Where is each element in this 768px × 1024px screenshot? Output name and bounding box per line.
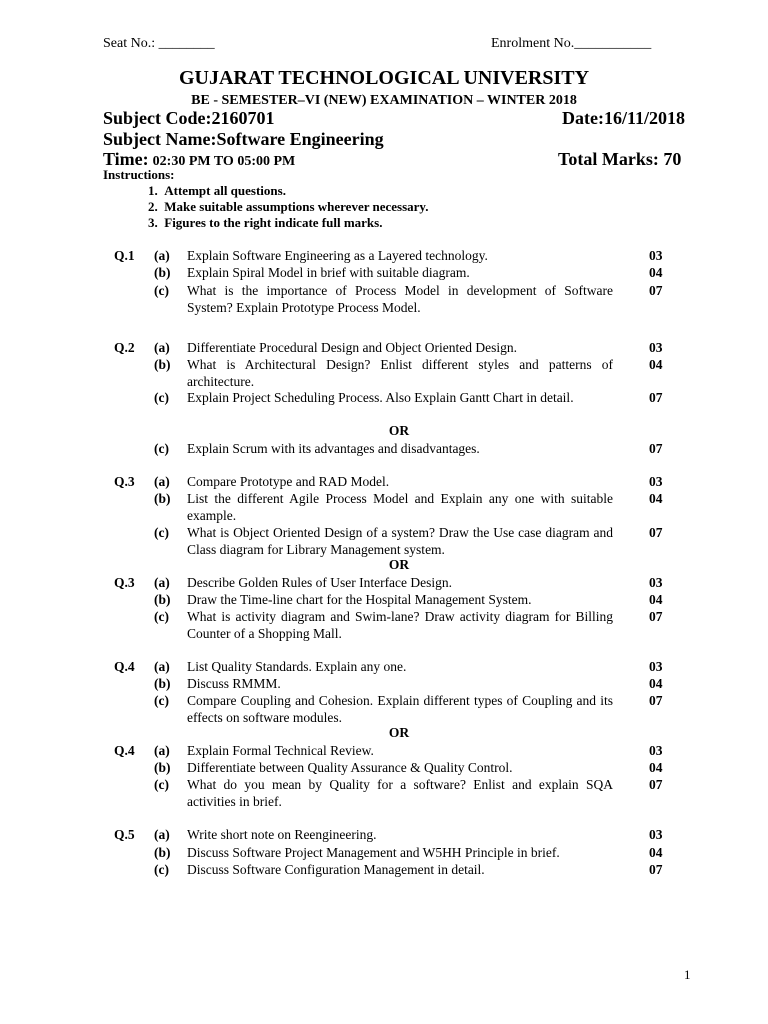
question-text: List the different Agile Process Model and Explain any one with suitable example. [187, 491, 613, 523]
question-text: Discuss RMMM. [187, 676, 281, 691]
sub-label: (c) [154, 525, 169, 540]
question-text: Explain Spiral Model in brief with suitable diagram. [187, 265, 470, 280]
sub-label: (b) [154, 357, 171, 372]
marks: 04 [649, 357, 663, 372]
marks: 07 [649, 693, 663, 708]
question-text: What is activity diagram and Swim-lane? Draw activity diagram for Billing Counter of a Shopping Mall. [187, 609, 613, 641]
or-separator: OR [388, 557, 410, 572]
exam-date: Date:16/11/2018 [562, 108, 685, 128]
marks: 03 [649, 659, 663, 674]
marks: 03 [649, 827, 663, 842]
marks: 07 [649, 525, 663, 540]
marks: 07 [649, 777, 663, 792]
sub-label: (a) [154, 340, 170, 355]
time-value: 02:30 PM TO 05:00 PM [152, 154, 296, 169]
marks: 04 [649, 676, 663, 691]
subject-name: Subject Name:Software Engineering [103, 129, 384, 149]
instruction-item: 2. Make suitable assumptions wherever necessary. [148, 199, 429, 214]
question-text: Compare Prototype and RAD Model. [187, 474, 390, 489]
sub-label: (b) [154, 845, 171, 860]
question-text: Explain Software Engineering as a Layered technology. [187, 248, 488, 263]
instructions-heading: Instructions: [103, 167, 175, 182]
question-text: Explain Project Scheduling Process. Also Explain Gantt Chart in detail. [187, 390, 574, 405]
marks: 03 [649, 474, 663, 489]
marks: 07 [649, 390, 663, 405]
sub-label: (b) [154, 676, 171, 691]
marks: 03 [649, 743, 663, 758]
sub-label: (a) [154, 575, 170, 590]
question-text: Explain Scrum with its advantages and disadvantages. [187, 441, 480, 456]
question-text: Differentiate Procedural Design and Object Oriented Design. [187, 340, 518, 355]
instruction-item: 1. Attempt all questions. [148, 183, 286, 198]
sub-label: (c) [154, 862, 169, 877]
question-number: Q.5 [114, 827, 135, 842]
question-text: Discuss Software Configuration Management in detail. [187, 862, 485, 877]
sub-label: (b) [154, 592, 171, 607]
sub-label: (a) [154, 827, 170, 842]
question-number: Q.1 [114, 248, 135, 263]
question-text: Write short note on Reengineering. [187, 827, 377, 842]
or-separator: OR [388, 423, 410, 438]
sub-label: (a) [154, 248, 170, 263]
marks: 04 [649, 265, 663, 280]
sub-label: (c) [154, 283, 169, 298]
time-label: Time: [103, 149, 149, 169]
sub-label: (a) [154, 743, 170, 758]
question-text: What is the importance of Process Model in development of Software System? Explain Prototype Process Model. [187, 283, 613, 315]
question-text: Compare Coupling and Cohesion. Explain different types of Coupling and its effects on software modules. [187, 693, 613, 725]
sub-label: (b) [154, 265, 171, 280]
question-number: Q.4 [114, 743, 135, 758]
sub-label: (b) [154, 491, 171, 506]
seat-no: Seat No.: ________ [103, 36, 215, 51]
question-text: Explain Formal Technical Review. [187, 743, 374, 758]
marks: 07 [649, 609, 663, 624]
question-text: What is Architectural Design? Enlist different styles and patterns of architecture. [187, 357, 613, 389]
enrolment-no: Enrolment No.___________ [491, 36, 652, 51]
marks: 03 [649, 340, 663, 355]
page-number: 1 [684, 967, 691, 982]
sub-label: (c) [154, 693, 169, 708]
sub-label: (c) [154, 390, 169, 405]
exam-title: BE - SEMESTER–VI (NEW) EXAMINATION – WINTER 2018 [191, 93, 577, 108]
question-text: What do you mean by Quality for a software? Enlist and explain SQA activities in brief. [187, 777, 613, 809]
instruction-item: 3. Figures to the right indicate full marks. [148, 215, 383, 230]
question-text: Draw the Time-line chart for the Hospital Management System. [187, 592, 532, 607]
marks: 04 [649, 491, 663, 506]
marks: 04 [649, 592, 663, 607]
question-number: Q.3 [114, 474, 135, 489]
sub-label: (a) [154, 659, 170, 674]
sub-label: (a) [154, 474, 170, 489]
university-title: GUJARAT TECHNOLOGICAL UNIVERSITY [178, 67, 590, 89]
marks: 03 [649, 575, 663, 590]
marks: 07 [649, 283, 663, 298]
question-text: Differentiate between Quality Assurance & Quality Control. [187, 760, 513, 775]
subject-code: Subject Code:2160701 [103, 108, 275, 128]
question-text: Describe Golden Rules of User Interface Design. [187, 575, 453, 590]
sub-label: (c) [154, 777, 169, 792]
marks: 04 [649, 760, 663, 775]
sub-label: (c) [154, 441, 169, 456]
marks: 04 [649, 845, 663, 860]
question-text: What is Object Oriented Design of a system? Draw the Use case diagram and Class diagram for Library Management system. [187, 525, 613, 557]
or-separator: OR [388, 725, 410, 740]
marks: 07 [649, 862, 663, 877]
question-number: Q.2 [114, 340, 135, 355]
question-text: Discuss Software Project Management and W5HH Principle in brief. [187, 845, 560, 860]
question-number: Q.4 [114, 659, 135, 674]
question-text: List Quality Standards. Explain any one. [187, 659, 407, 674]
total-marks: Total Marks: 70 [558, 149, 682, 169]
sub-label: (c) [154, 609, 169, 624]
question-number: Q.3 [114, 575, 135, 590]
marks: 07 [649, 441, 663, 456]
sub-label: (b) [154, 760, 171, 775]
marks: 03 [649, 248, 663, 263]
